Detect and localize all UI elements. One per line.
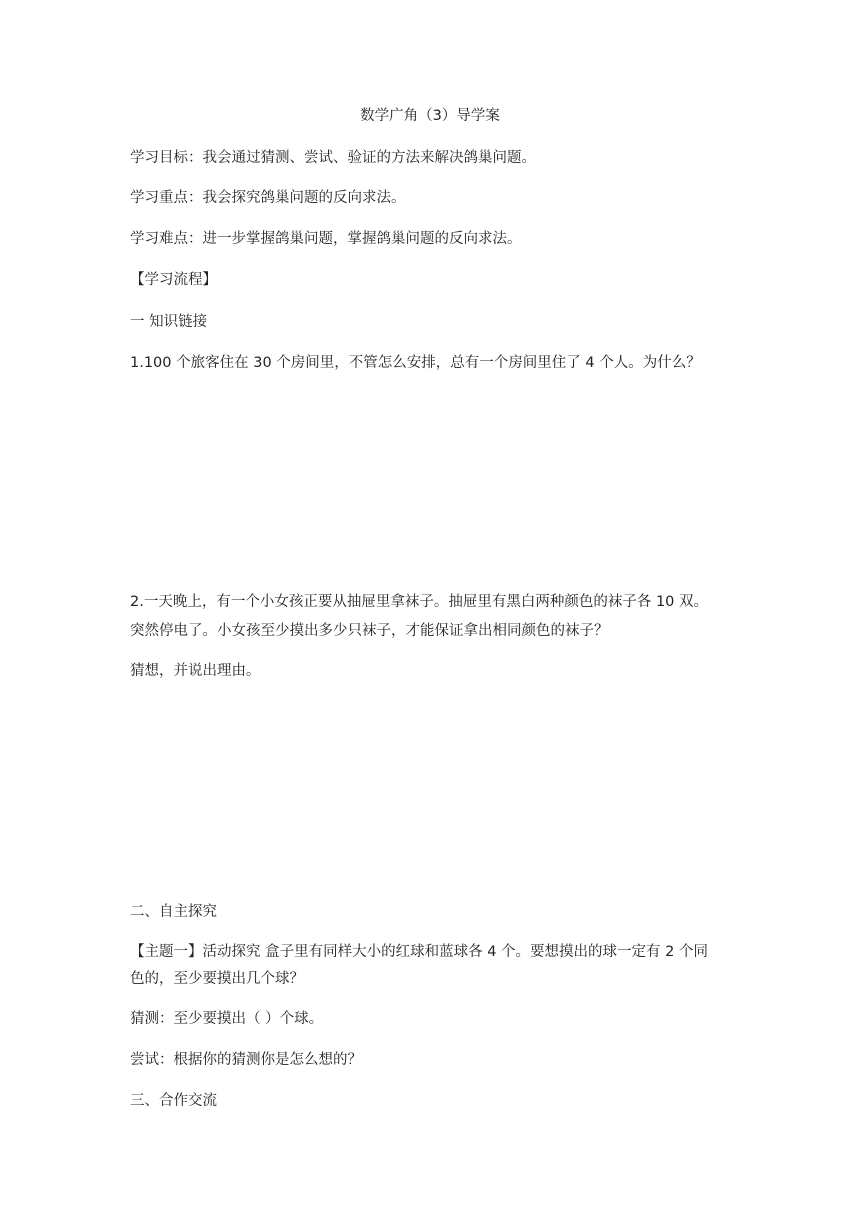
section-self-exploration-heading: 二、自主探究 bbox=[130, 904, 217, 920]
topic-1-line-2: 色的，至少要摸出几个球？ bbox=[130, 971, 304, 987]
learning-focus: 学习重点：我会探究鸽巢问题的反向求法。 bbox=[130, 190, 406, 206]
learning-goal: 学习目标：我会通过猜测、尝试、验证的方法来解决鸽巢问题。 bbox=[130, 150, 536, 166]
learning-difficulty: 学习难点：进一步掌握鸽巢问题，掌握鸽巢问题的反向求法。 bbox=[130, 231, 522, 247]
question-2-line-2: 突然停电了。小女孩至少摸出多少只袜子，才能保证拿出相同颜色的袜子？ bbox=[130, 623, 609, 639]
section-cooperation-heading: 三、合作交流 bbox=[130, 1093, 217, 1109]
question-1: 1.100 个旅客住在 30 个房间里，不管怎么安排，总有一个房间里住了 4 个人。为什么？ bbox=[130, 355, 701, 371]
try-line: 尝试：根据你的猜测你是怎么想的？ bbox=[130, 1052, 362, 1068]
section-knowledge-link-heading: 一 知识链接 bbox=[130, 314, 208, 330]
process-heading: 【学习流程】 bbox=[130, 272, 217, 288]
question-2-line-1: 2.一天晚上，有一个小女孩正要从抽屉里拿袜子。抽屉里有黑白两种颜色的袜子各 10 双。 bbox=[130, 594, 709, 610]
topic-1-line-1: 【主题一】活动探究 盒子里有同样大小的红球和蓝球各 4 个。要想摸出的球一定有 2 个同 bbox=[130, 944, 708, 960]
guess-line: 猜测：至少要摸出（ ）个球。 bbox=[130, 1011, 324, 1027]
page-title: 数学广角（3）导学案 bbox=[360, 108, 500, 124]
question-2-prompt: 猜想，并说出理由。 bbox=[130, 663, 261, 679]
